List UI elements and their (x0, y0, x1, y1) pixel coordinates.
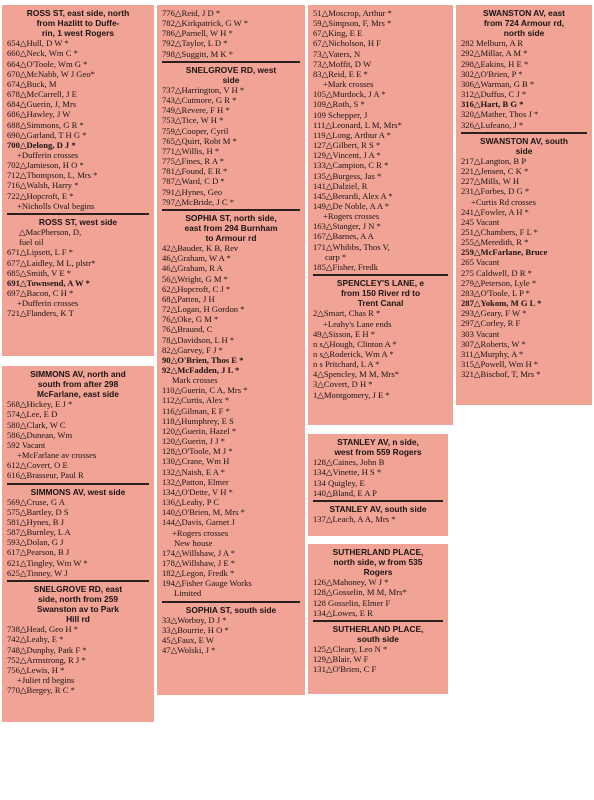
street-heading: Rogers (363, 567, 393, 578)
directory-entry: 298△Eakins, H E * (461, 58, 529, 69)
directory-entry: 33△Bourrie, H O * (162, 624, 229, 635)
directory-entry: 140△O'Brien, M, Mrs * (162, 507, 245, 518)
directory-entry: 770△Bergey, R C * (7, 685, 75, 696)
street-heading: north side, w from 535 (333, 557, 423, 568)
directory-entry: 73△Moffit, D W (313, 58, 372, 69)
street-heading: SWANSTON AV, south (480, 135, 568, 146)
directory-entry: 593△Dolan, G J (7, 537, 64, 548)
directory-entry: 312△Duffus, C J * (461, 89, 527, 100)
directory-entry: △MacPherson, D, (19, 227, 82, 238)
clipping-simmons-av (2, 366, 154, 722)
section-divider (7, 580, 149, 582)
street-heading: SWANSTON AV, east (483, 8, 565, 18)
directory-entry: 134△Vinette, H S * (313, 467, 382, 478)
directory-entry: 221△Jensen, C K * (461, 166, 529, 177)
directory-entry: 135△Burgess, Jas * (313, 170, 382, 181)
directory-entry: 128△O'Toole, M J * (162, 446, 233, 457)
cross-street-note: +Mark crosses (323, 79, 374, 90)
directory-entry: 47△Wolski, J * (162, 645, 216, 656)
directory-entry: 315△Powell, Wm H * (461, 359, 539, 369)
street-heading: to Armour rd (205, 233, 257, 244)
directory-entry: 194△Fisher Gauge Works (162, 578, 252, 589)
directory-entry: 46△Graham, W A * (162, 253, 231, 264)
street-heading: side, north from 259 (37, 593, 119, 604)
directory-entry: 109△Roth, S * (313, 99, 365, 110)
directory-entry: 307△Roberts, W * (461, 338, 526, 349)
cross-street-note: +Curtis Rd crosses (471, 196, 537, 207)
directory-entry: 128 Gosselin, Elmer F (313, 597, 391, 608)
directory-entry: 67△Nicholson, H F (313, 38, 381, 49)
street-heading: from Hazlitt to Duffe- (36, 18, 120, 29)
street-heading: Trent Canal (357, 298, 404, 309)
directory-entry: 660△Neck, Wm C * (7, 48, 78, 59)
directory-entry: 109 Schepper, J (313, 109, 368, 120)
cross-street-note: +Rogers crosses (323, 211, 380, 222)
street-heading: ROSS ST, west side (38, 216, 118, 227)
clipping-snelgrove-sophia (157, 5, 305, 695)
street-heading: McFarlane, east side (37, 389, 119, 400)
directory-entry: 771△Willis, H * (162, 145, 220, 156)
directory-entry: 775△Fines, R A * (162, 156, 225, 167)
directory-entry: 748△Dunphy, Patk F * (7, 644, 87, 655)
directory-entry: 722△Hopcroft, E * (7, 190, 74, 201)
directory-entry: 134 Quigley, E (313, 477, 365, 488)
directory-entry: 105△Murdock, J A * (313, 89, 386, 100)
street-heading: SPENCLEY'S LANE, e (336, 278, 425, 289)
directory-entry: 46△Graham, R A (162, 263, 223, 274)
directory-entry: 792△Taylor, L D * (162, 38, 228, 49)
street-heading: side (515, 145, 533, 156)
cross-street-note: +Dufferin crosses (17, 298, 79, 309)
directory-entry: 185△Fisher, Fredk (313, 261, 378, 272)
directory-entry: 765△Quirt, Robt M * (162, 135, 237, 146)
directory-entry: 72△Logan, H Gordon * (162, 304, 245, 315)
directory-entry: 132△Naish, E A * (162, 466, 225, 477)
directory-entry: 128△Gosselin, M M, Mrs* (313, 587, 407, 598)
section-divider (461, 132, 587, 134)
directory-entry: 621△Tingley, Wm W * (7, 557, 88, 568)
clipping-sutherland-place (308, 544, 448, 694)
directory-entry: 685△Smith, V E * (7, 267, 72, 278)
directory-entry: 654△Hull, D W * (7, 38, 69, 49)
directory-entry: 592 Vacant (7, 439, 46, 450)
directory-entry: 670△McNabb, W J Geo* (7, 68, 95, 79)
directory-entry: n s Pritchard, L A * (313, 359, 380, 370)
directory-entry: 797△McBride, J C * (162, 196, 235, 207)
directory-entry: 574△Lee, E D (7, 409, 58, 420)
directory-entry: 287△Yokom, M G L * (461, 298, 542, 309)
directory-entry: 292△Millar, A M * (461, 48, 528, 59)
directory-entry: 217△Langton, B P (461, 155, 527, 166)
directory-entry: 688△Simmons, G R * (7, 119, 84, 130)
directory-entry: 677△Laidley, M L, plstr* (7, 257, 96, 268)
directory-entry: 126△Mahoney, W J * (313, 577, 389, 588)
street-heading: from 724 Armour rd, (483, 18, 565, 29)
directory-entry: 140△Bland, E A P (313, 487, 377, 498)
directory-entry: 575△Bartley, D S (7, 506, 69, 517)
street-heading: west from 559 Rogers (334, 447, 422, 458)
directory-entry: 163△Stanger, J N * (313, 221, 381, 232)
directory-entry: 137△Leach, A A, Mrs * (313, 513, 396, 524)
directory-entry: 59△Simpson, F, Mrs * (313, 18, 392, 29)
street-heading: Hill rd (66, 614, 90, 625)
directory-entry: 282 Melburn, A R (461, 38, 524, 49)
directory-entry: 174△Willshaw, J A * (162, 547, 236, 558)
directory-entry: 120△Guerin, J J * (162, 436, 225, 447)
directory-entry: 45△Faux, E W (162, 635, 215, 645)
directory-entry: 625△Tinney, W J (7, 567, 68, 578)
directory-entry: 56△Wright, G M * (162, 273, 228, 284)
directory-entry: 782△Kirkpatrick, G W * (162, 18, 249, 29)
directory-entry: 132△Patton, Elmer (162, 476, 229, 487)
directory-entry: 83△Reid, E E * (313, 68, 368, 79)
directory-entry: 241△Fowler, A H * (461, 206, 529, 217)
street-heading: Swanston av to Park (37, 604, 119, 615)
directory-entry: 776△Reid, J D * (162, 8, 221, 18)
directory-entry: 737△Harrington, V H * (162, 84, 245, 95)
directory-entry: 586△Dunean, Wm (7, 429, 73, 440)
directory-entry: n s△Hough, Clinton A * (313, 338, 397, 349)
cross-street-note: +Leahy's Lane ends (323, 318, 392, 329)
street-heading: rin, 1 west Rogers (41, 28, 115, 39)
directory-entry: 691△Townsend, A W * (7, 277, 90, 288)
directory-entry: 316△Hart, B G * (461, 99, 524, 110)
section-divider (162, 61, 300, 63)
directory-entry: 664△O'Toole, Wm G * (7, 58, 88, 69)
directory-entry: 617△Pearson, B J (7, 547, 70, 558)
directory-entry: 68△Patten, J H (162, 293, 215, 304)
directory-entry: 127△Gilbert, R S * (313, 140, 381, 151)
directory-entry: 227△Mills, W H (461, 176, 520, 187)
directory-entry: 90△O'Brien, Thos E * (162, 354, 244, 365)
directory-entry: 82△Garvey, F J * (162, 344, 223, 355)
directory-entry: 133△Campion, C R * (313, 160, 389, 171)
directory-entry: 326△Lufeano, J * (461, 119, 524, 130)
directory-entry: 1△Montgomery, J E * (313, 389, 390, 400)
directory-entry: 76△Braund, C (162, 324, 213, 335)
directory-entry: 320△Mather, Thos J * (461, 109, 539, 120)
directory-entry: 702△Jamieson, H O * (7, 160, 84, 171)
directory-entry: 92△McFadden, J L * (162, 365, 240, 375)
directory-entry: 62△Hopcroft, C J * (162, 283, 231, 294)
cross-street-note: Mark crosses (172, 375, 218, 386)
directory-entry: 120△Guerin, Hazel * (162, 425, 237, 436)
directory-entry: 2△Smart, Chas R * (313, 308, 381, 319)
directory-entry: 321△Bischof, T, Mrs * (461, 369, 541, 380)
directory-entry: 112△Curtis, Alex * (162, 395, 230, 406)
directory-entry: 678△McCarrell, J E (7, 89, 77, 100)
directory-entry: 255△Meredith, R * (461, 237, 529, 248)
directory-entry: 671△Lipsett, L F * (7, 247, 73, 258)
directory-entry: 42△Bauder, K B, Rev (162, 243, 239, 254)
street-heading: south side (357, 634, 399, 644)
directory-entry: 581△Hynes, B J (7, 516, 64, 527)
directory-entry: 136△Leahy, P C (162, 497, 220, 508)
directory-entry: 297△Corley, R F (461, 318, 521, 329)
directory-entry: 251△Chambers, F L * (461, 226, 538, 237)
directory-entry: 580△Clark, W C (7, 419, 66, 430)
directory-entry: 144△Davis, Garnet J (162, 517, 235, 528)
directory-entry: 742△Leahy, E * (7, 634, 64, 645)
section-divider (313, 620, 443, 622)
directory-entry: 759△Cooper, Cyril (162, 125, 229, 136)
directory-entry: 721△Flanders, K T (7, 308, 74, 319)
cross-street-note: +Rogers crosses (172, 527, 229, 538)
section-divider (313, 274, 448, 276)
clipping-ross-st (2, 5, 154, 356)
directory-entry: 283△O'Toole, L P * (461, 287, 530, 298)
street-heading: ROSS ST, east side, north (26, 8, 130, 18)
directory-entry: 674△Buck, M (7, 78, 57, 89)
directory-entry: 129△Blair, W F (313, 654, 369, 665)
directory-entry: 302△O'Brien, P * (461, 68, 523, 79)
directory-entry: 119△Long, Arthur A * (313, 129, 391, 140)
directory-entry: 134△O'Dette, V H * (162, 486, 233, 497)
directory-entry: 130△Crane, Wm H (162, 456, 230, 467)
directory-entry: 110△Guerin, C A, Mrs * (162, 385, 248, 396)
directory-entry: 279△Peterson, Lyle * (461, 277, 537, 288)
directory-entry: 684△Guerin, J, Mrs (7, 99, 77, 110)
directory-entry: 4△Spencley, M M, Mrs* (313, 369, 400, 380)
street-heading: SOPHIA ST, north side, (185, 212, 277, 223)
directory-entry: 303 Vacant (461, 328, 500, 339)
directory-entry: 700△Delong, D J * (7, 139, 76, 150)
directory-entry: 128△Caines, John B (313, 457, 385, 468)
directory-entry: 125△Cleary, Leo N * (313, 644, 388, 655)
section-divider (7, 213, 149, 215)
street-heading: south from after 298 (37, 379, 119, 390)
directory-entry: 787△Ward, C D * (162, 176, 225, 187)
directory-entry: 798△Suggitt, M K * (162, 48, 234, 59)
directory-entry: 73△Vaters, N (313, 48, 361, 59)
directory-entry: 111△Leonard, L M, Mrs* (313, 119, 402, 130)
directory-entry: carp * (325, 251, 347, 262)
section-divider (313, 500, 443, 502)
directory-entry: fuel oil (19, 237, 44, 248)
directory-entry: 781△Found, E R * (162, 166, 228, 177)
section-divider (162, 209, 300, 211)
directory-entry: 134△Lowes, E R (313, 607, 373, 618)
street-heading: SNELGROVE RD, east (33, 583, 123, 594)
directory-entry: 616△Brasseur, Paul R (7, 470, 84, 481)
directory-entry: 275 Caldwell, D R * (461, 267, 532, 278)
directory-entry: 245 Vacant (461, 216, 500, 227)
directory-entry: 129△Vincent, J A * (313, 150, 381, 161)
directory-entry: 612△Covert, O E (7, 460, 68, 471)
directory-entry: 116△Gilman, E F * (162, 405, 230, 416)
directory-entry: 67△King, E E (313, 28, 363, 39)
directory-entry: 686△Hawley, J W (7, 109, 71, 120)
directory-entry: 690△Garland, T H G * (7, 129, 87, 140)
directory-entry: 171△Whibbs, Thos V, (313, 241, 390, 252)
street-heading: SIMMONS AV, north and (30, 369, 126, 379)
directory-entry: 178△Willshaw, J E * (162, 557, 236, 568)
directory-entry: 76△Oke, G M * (162, 314, 219, 325)
directory-entry: 265 Vacant (461, 257, 500, 268)
directory-entry: Limited (174, 588, 202, 599)
directory-entry: 752△Armstrong, R J * (7, 654, 86, 665)
street-heading: STANLEY AV, n side, (337, 437, 419, 447)
street-heading: from 150 River rd to (340, 288, 421, 299)
cross-street-note: +Dufferin crosses (17, 150, 79, 160)
directory-entry: 141△Dalziel, R (313, 180, 368, 191)
directory-entry: 78△Davidson, L H * (162, 334, 235, 345)
directory-entry: 149△De Noble, A A * (313, 200, 390, 211)
directory-entry: 738△Head, Geo H * (7, 624, 79, 635)
cross-street-note: +Nicholls Oval begins (17, 200, 95, 211)
directory-entry: 568△Hickey, E J * (7, 399, 73, 410)
street-heading: SUTHERLAND PLACE, (332, 623, 424, 634)
directory-entry: 49△Sisson, E H * (313, 328, 375, 339)
directory-entry: 786△Parnell, W H * (162, 28, 233, 39)
section-divider (7, 483, 149, 485)
directory-entry: 259△McFarlane, Bruce (461, 247, 548, 258)
street-heading: STANLEY AV, south side (329, 503, 427, 514)
street-heading: SOPHIA ST, south side (185, 604, 277, 615)
directory-entry: 293△Geary, F W * (461, 308, 527, 319)
street-heading: SNELGROVE RD, west (185, 64, 277, 75)
directory-entry: 756△Lewis, H * (7, 664, 65, 675)
street-heading: SUTHERLAND PLACE, (332, 547, 424, 557)
directory-entry: n s△Roderick, Wm A * (313, 348, 394, 359)
directory-entry: 167△Barnes, A A (313, 231, 374, 242)
directory-entry: 51△Moscrop, Arthur * (313, 8, 392, 18)
directory-entry: 791△Hynes, Geo (162, 186, 223, 197)
directory-entry: New house (174, 537, 213, 548)
directory-entry: 753△Tice, W H * (162, 115, 224, 126)
cross-street-note: +Juliet rd begins (17, 675, 75, 686)
directory-entry: 743△Cutmore, G R * (162, 95, 237, 106)
clipping-sophia-spencley (308, 5, 453, 425)
directory-entry: 145△Berardi, Alex A * (313, 190, 393, 201)
directory-entry: 306△Warman, G B * (461, 78, 535, 89)
cross-street-note: +McFarlane av crosses (17, 450, 97, 461)
directory-entry: 697△Bacon, C H * (7, 287, 74, 298)
directory-entry: 712△Thompson, L, Mrs * (7, 170, 98, 181)
street-heading: SIMMONS AV, west side (30, 486, 126, 497)
directory-entry: 118△Humphrey, E S (162, 415, 234, 426)
section-divider (162, 601, 300, 603)
directory-entry: 131△O'Brien, C F (313, 664, 377, 675)
directory-entry: 3△Covert, D H * (313, 379, 373, 390)
street-heading: north side (503, 28, 545, 39)
directory-entry: 749△Revere, F H * (162, 105, 230, 116)
directory-entry: 231△Forbes, D G * (461, 186, 530, 197)
directory-entry: 182△Legon, Fredk * (162, 568, 235, 579)
clipping-swanston-av (456, 5, 592, 405)
directory-entry: 311△Murphy, A * (461, 348, 524, 359)
directory-entry: 587△Burnley, L A (7, 527, 71, 538)
directory-entry: 716△Walsh, Harry * (7, 180, 79, 191)
directory-entry: 569△Cruse, G A (7, 496, 65, 507)
clipping-stanley-av (308, 434, 448, 536)
directory-entry: 33△Worboy, D J * (162, 614, 227, 625)
street-heading: east from 294 Burnham (184, 222, 278, 233)
street-heading: side (222, 74, 240, 85)
